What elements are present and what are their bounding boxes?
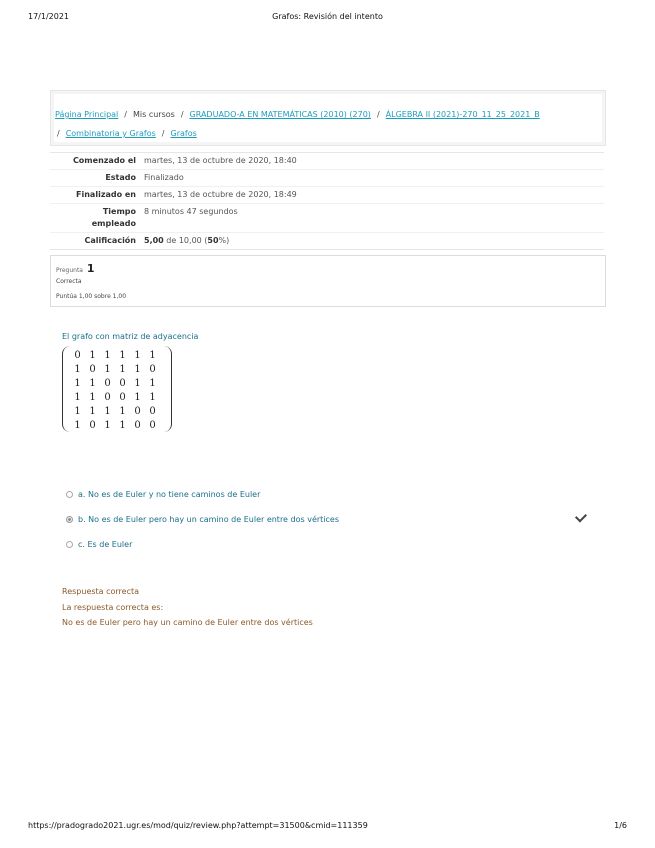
radio-a[interactable] [66, 491, 73, 498]
summary-row-started [50, 153, 604, 169]
matrix-cell: 0 [134, 419, 141, 431]
matrix-cell: 0 [149, 363, 156, 375]
breadcrumb-quiz-link[interactable]: Grafos [170, 129, 197, 138]
print-url: https://pradogrado2021.ugr.es/mod/quiz/review.php?attempt=31500&cmid=111359 [28, 821, 368, 830]
breadcrumb-course-link[interactable]: ÁLGEBRA II (2021)-270_11_25_2021_B [385, 110, 540, 119]
breadcrumb-container [50, 90, 606, 146]
matrix-row [70, 348, 160, 362]
matrix-cell: 1 [104, 405, 111, 417]
option-a[interactable] [66, 482, 596, 507]
matrix-row [70, 390, 160, 404]
matrix-cell: 0 [149, 405, 156, 417]
matrix-cell: 1 [74, 363, 81, 375]
matrix-cell: 0 [119, 377, 126, 389]
matrix-cell: 1 [119, 363, 126, 375]
feedback-box [62, 584, 313, 630]
grade-percent: 50 [207, 236, 219, 245]
matrix-cell: 1 [119, 349, 126, 361]
matrix-cell: 1 [104, 363, 111, 375]
matrix-cell: 1 [134, 363, 141, 375]
matrix-row [70, 418, 160, 432]
question-number-value: 1 [86, 262, 95, 275]
adjacency-matrix [62, 346, 172, 434]
matrix-cell: 0 [119, 391, 126, 403]
matrix-cell: 1 [134, 391, 141, 403]
summary-value: Finalizado [144, 173, 184, 182]
question-text: El grafo con matriz de adyacencia [62, 332, 199, 341]
matrix-cell: 0 [104, 377, 111, 389]
matrix-cell: 1 [89, 377, 96, 389]
attempt-summary-table [50, 152, 604, 250]
breadcrumb-separator: / [124, 110, 127, 119]
matrix-cell: 0 [89, 419, 96, 431]
matrix-row [70, 404, 160, 418]
question-label: Pregunta [56, 267, 83, 274]
matrix-row [70, 362, 160, 376]
summary-row-time [50, 203, 604, 232]
breadcrumb-my-courses: Mis cursos [132, 110, 175, 119]
matrix-cell: 1 [119, 419, 126, 431]
matrix-table [70, 348, 160, 432]
matrix-cell: 1 [134, 377, 141, 389]
option-a-label: a. No es de Euler y no tiene caminos de Euler [78, 490, 261, 499]
option-c-label: c. Es de Euler [78, 540, 133, 549]
question-number [56, 262, 95, 275]
summary-value [144, 235, 229, 247]
matrix-cell: 0 [149, 419, 156, 431]
feedback-result: Respuesta correcta [62, 587, 140, 596]
breadcrumb-separator: / [376, 110, 380, 119]
print-page-number: 1/6 [614, 821, 627, 830]
summary-row-grade [50, 232, 604, 249]
question-info-box [50, 255, 606, 307]
matrix-cell: 1 [89, 349, 96, 361]
summary-label-line1: Tiempo [102, 207, 136, 216]
question-mark: Puntúa 1,00 sobre 1,00 [56, 293, 127, 300]
matrix-cell: 0 [134, 405, 141, 417]
breadcrumb-separator: / [57, 129, 60, 138]
summary-label: Finalizado en [76, 190, 136, 199]
summary-row-finished [50, 186, 604, 203]
matrix-cell: 1 [149, 349, 156, 361]
matrix-cell: 1 [89, 405, 96, 417]
summary-label [50, 206, 144, 230]
matrix-cell: 1 [74, 405, 81, 417]
breadcrumb-degree-link[interactable]: GRADUADO-A EN MATEMÁTICAS (2010) (270) [189, 110, 371, 119]
summary-label-line2: empleado [91, 219, 136, 228]
matrix-row [70, 376, 160, 390]
breadcrumb-section-link[interactable]: Combinatoria y Grafos [65, 129, 156, 138]
summary-label: Calificación [84, 236, 136, 245]
matrix-cell: 0 [89, 363, 96, 375]
matrix-cell: 1 [104, 419, 111, 431]
summary-row-state [50, 169, 604, 186]
breadcrumb-home-link[interactable]: Página Principal [55, 110, 119, 119]
option-b-label: b. No es de Euler pero hay un camino de Euler entre dos vértices [78, 515, 339, 524]
matrix-cell: 1 [74, 419, 81, 431]
breadcrumb [55, 105, 595, 143]
matrix-cell: 1 [119, 405, 126, 417]
breadcrumb-separator: / [161, 129, 165, 138]
radio-c[interactable] [66, 541, 73, 548]
matrix-cell: 1 [89, 391, 96, 403]
matrix-cell: 1 [134, 349, 141, 361]
summary-label: Comenzado el [72, 156, 136, 165]
summary-value: martes, 13 de octubre de 2020, 18:40 [144, 156, 297, 165]
matrix-right-paren [163, 346, 172, 432]
option-b[interactable] [66, 507, 596, 532]
matrix-cell: 1 [149, 391, 156, 403]
summary-label: Estado [105, 173, 136, 182]
matrix-cell: 1 [104, 349, 111, 361]
feedback-answer-text: No es de Euler pero hay un camino de Euler entre dos vértices [62, 618, 313, 627]
print-title: Grafos: Revisión del intento [272, 12, 383, 21]
matrix-cell: 1 [74, 391, 81, 403]
matrix-cell: 1 [74, 377, 81, 389]
summary-value: 8 minutos 47 segundos [144, 207, 238, 216]
question-state: Correcta [56, 278, 82, 285]
matrix-cell: 0 [74, 349, 81, 361]
grade-of: de 10,00 ( [166, 236, 208, 245]
answer-options [66, 482, 596, 557]
option-c[interactable] [66, 532, 596, 557]
print-date: 17/1/2021 [28, 12, 70, 21]
radio-b[interactable] [66, 516, 73, 523]
grade-score: 5,00 [144, 236, 164, 245]
breadcrumb-separator: / [180, 110, 184, 119]
feedback-answer-label: La respuesta correcta es: [62, 603, 164, 612]
summary-value: martes, 13 de octubre de 2020, 18:49 [144, 190, 297, 199]
matrix-cell: 0 [104, 391, 111, 403]
matrix-cell: 1 [149, 377, 156, 389]
grade-close: %) [218, 236, 230, 245]
correct-check-icon [575, 510, 587, 522]
